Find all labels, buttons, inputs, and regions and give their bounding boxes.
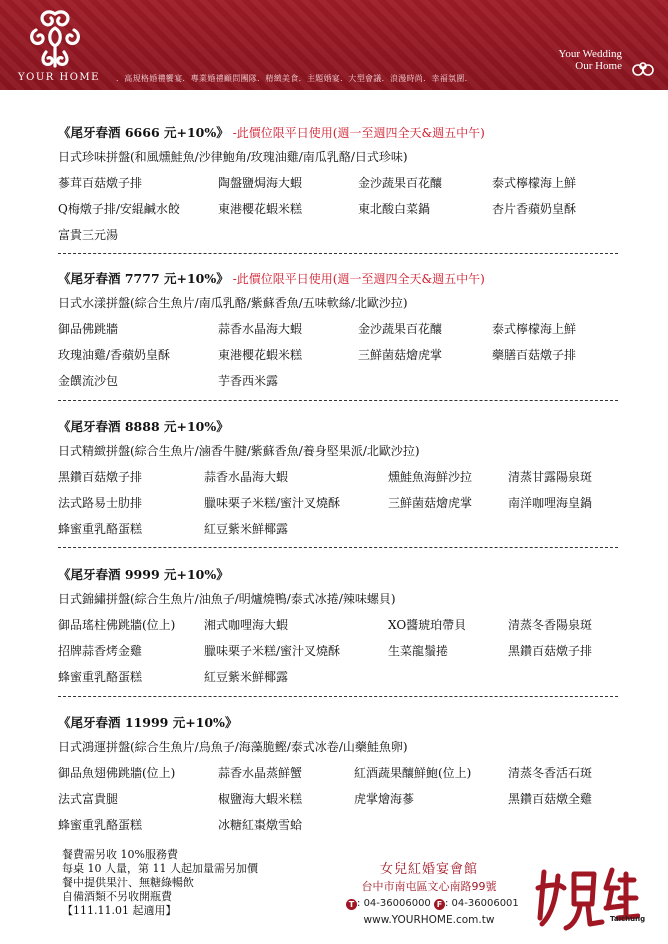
- dish-item: 生菜龍鬚捲: [388, 644, 449, 658]
- dish-item: 東北酸白菜鍋: [358, 202, 431, 216]
- dish-item: 清蒸甘露陽泉斑: [508, 470, 593, 484]
- dish-row: [58, 320, 618, 338]
- section-divider: [58, 696, 618, 697]
- dish-row: [58, 200, 618, 218]
- dish-item: 金沙蔬果百花釀: [358, 322, 443, 336]
- dish-item: 蒜香水晶海大蝦: [204, 470, 289, 484]
- dish-item: 法式富貴腿: [58, 792, 119, 806]
- dish-item: 泰式檸檬海上鮮: [492, 176, 577, 190]
- menu-title-text: 《尾牙春酒 8888 元+10%》: [58, 419, 229, 434]
- website-link[interactable]: www.YOURHOME.com.tw: [363, 914, 495, 926]
- wedding-slogan-line1: Your Wedding: [558, 48, 622, 60]
- appetizer-platter: 日式精緻拼盤(綜合生魚片/滷香牛腱/紫蘇香魚/養身堅果派/北歐沙拉): [58, 444, 420, 458]
- dish-item: Q梅燉子排/安緄鹹水餃: [58, 202, 180, 216]
- dish-item: 東港櫻花蝦米糕: [218, 202, 303, 216]
- dish-item: 泰式檸檬海上鮮: [492, 322, 577, 336]
- your-home-logo-icon: [30, 10, 80, 68]
- dish-item: 藥膳百菇燉子排: [492, 348, 577, 362]
- note-line: 自備酒類不另收開瓶費: [62, 890, 172, 903]
- venue-name: 女兒紅婚宴會館: [379, 862, 478, 877]
- menu-title-text: 《尾牙春酒 9999 元+10%》: [58, 567, 229, 582]
- dish-item: 蔘茸百菇燉子排: [58, 176, 143, 190]
- dish-item: 南洋咖哩海皇鍋: [508, 496, 593, 510]
- menu-11999: [58, 714, 618, 834]
- menu-title: [58, 124, 618, 142]
- dish-item: 清蒸冬香活石斑: [508, 766, 593, 780]
- dish-item: 招牌蒜香烤金雞: [58, 644, 143, 658]
- dish-item: 御品魚翅佛跳牆(位上): [58, 766, 176, 780]
- note-line: 餐費需另收 10%服務費: [62, 848, 178, 861]
- dish-item: 燻鮭魚海鮮沙拉: [388, 470, 473, 484]
- venue-phones: T : 04-36006000 F : 04-36006001: [346, 896, 512, 912]
- dish-row: [58, 174, 618, 192]
- dish-item: 蒜香水晶海大蝦: [218, 322, 303, 336]
- dish-item: 玫瑰油雞/香蘋奶皇酥: [58, 348, 171, 362]
- wedding-slogan-line2: Our Home: [575, 60, 622, 72]
- dish-item: XO醬琥珀帶貝: [388, 618, 467, 632]
- dish-item: 椒鹽海大蝦米糕: [218, 792, 303, 806]
- service-notes: [62, 848, 258, 918]
- dish-row: [58, 468, 618, 486]
- brand-subtitle: Taichung: [610, 915, 646, 923]
- dish-row: [58, 226, 618, 244]
- dish-item: 虎掌燴海蔘: [354, 792, 415, 806]
- section-divider: [58, 253, 618, 254]
- header-tagline: ．高規格婚禮饗宴．專業婚禮顧問團隊．精緻美食．主題婚宴．大型會議．浪漫時尚．幸福氛圍．: [116, 74, 473, 83]
- dish-item: 三鮮菌菇燴虎掌: [358, 348, 443, 362]
- dish-item: 臘味栗子米糕/蜜汁叉燒酥: [204, 644, 341, 658]
- dish-item: 御品佛跳牆: [58, 322, 119, 336]
- fax-number: 04-36006001: [451, 898, 519, 909]
- dish-row: [58, 346, 618, 364]
- note-line: 【111.11.01 起適用】: [62, 904, 177, 917]
- dish-item: 臘味栗子米糕/蜜汁叉燒酥: [204, 496, 341, 510]
- header-banner: [0, 0, 668, 90]
- menu-9999: [58, 566, 618, 686]
- phone-icon: T: [346, 899, 357, 910]
- dish-item: 杏片香蘋奶皇酥: [492, 202, 577, 216]
- menu-title: [58, 270, 618, 288]
- dish-row: [58, 616, 618, 634]
- dish-item: 紅豆紫米鮮椰露: [204, 522, 289, 536]
- dish-row: [58, 816, 618, 834]
- dish-item: 金饌流沙包: [58, 374, 119, 388]
- dish-item: 清蒸冬香陽泉斑: [508, 618, 593, 632]
- weekday-restriction-note: -此價位限平日使用(週一至週四全天&週五中午): [232, 126, 485, 140]
- menu-6666: [58, 124, 618, 244]
- logo-text: YOUR HOME: [18, 72, 100, 83]
- wedding-slogan: [559, 48, 623, 72]
- dish-item: 紅酒蔬果釀鮮鮑(位上): [354, 766, 472, 780]
- weekday-restriction-note: -此價位限平日使用(週一至週四全天&週五中午): [232, 272, 485, 286]
- venue-address: 台中市南屯區文心南路99號: [361, 880, 497, 893]
- dish-item: 紅豆紫米鮮椰露: [204, 670, 289, 684]
- dish-item: 蜂蜜重乳酪蛋糕: [58, 818, 143, 832]
- dish-item: 蜂蜜重乳酪蛋糕: [58, 522, 143, 536]
- menu-title-text: 《尾牙春酒 11999 元+10%》: [58, 715, 238, 730]
- brand-calligraphy-logo: [530, 858, 640, 938]
- dish-row: [58, 520, 618, 538]
- dish-item: 芋香西米露: [218, 374, 279, 388]
- section-divider: [58, 547, 618, 548]
- appetizer-platter: 日式珍味拼盤(和風燻鮭魚/沙律鮑角/玫瑰油雞/南瓜乳酪/日式珍味): [58, 150, 408, 164]
- fax-icon: F: [434, 899, 445, 910]
- dish-row: [58, 642, 618, 660]
- swirl-ornament-icon: [630, 60, 656, 80]
- note-line: 每桌 10 人量，第 11 人起加量需另加價: [62, 862, 258, 875]
- dish-item: 法式路易士肋排: [58, 496, 143, 510]
- menu-title: [58, 566, 618, 584]
- dish-item: 蒜香水晶蒸鮮蟹: [218, 766, 303, 780]
- dish-item: 冰糖紅棗燉雪蛤: [218, 818, 303, 832]
- appetizer-platter: 日式錦繡拼盤(綜合生魚片/油魚子/明爐燒鴨/泰式冰捲/辣味螺貝): [58, 592, 396, 606]
- dish-item: 御品瑤柱佛跳牆(位上): [58, 618, 176, 632]
- dish-item: 黑鑽百菇燉子排: [508, 644, 593, 658]
- dish-item: 金沙蔬果百花釀: [358, 176, 443, 190]
- menu-7777: [58, 270, 618, 390]
- dish-item: 富貴三元湯: [58, 228, 119, 242]
- dish-item: 陶盤鹽焗海大蝦: [218, 176, 303, 190]
- dish-item: 三鮮菌菇燴虎掌: [388, 496, 473, 510]
- dish-row: [58, 494, 618, 512]
- dish-row: [58, 372, 618, 390]
- menu-title: [58, 714, 618, 732]
- dish-item: 蜂蜜重乳酪蛋糕: [58, 670, 143, 684]
- menu-8888: [58, 418, 618, 538]
- venue-info: [346, 862, 519, 927]
- menu-title-text: 《尾牙春酒 6666 元+10%》: [58, 125, 229, 140]
- appetizer-platter: 日式鴻運拼盤(綜合生魚片/烏魚子/海藻脆鰹/泰式冰卷/山藥鮭魚卵): [58, 740, 408, 754]
- dish-row: [58, 668, 618, 686]
- section-divider: [58, 400, 618, 401]
- dish-item: 湘式咖哩海大蝦: [204, 618, 289, 632]
- dish-item: 黑鑽百菇燉子排: [58, 470, 143, 484]
- menu-title-text: 《尾牙春酒 7777 元+10%》: [58, 271, 229, 286]
- dish-row: [58, 790, 618, 808]
- dish-row: [58, 764, 618, 782]
- note-line: 餐中提供果汁、無糖綠暢飲: [62, 876, 194, 889]
- appetizer-platter: 日式水漾拼盤(綜合生魚片/南瓜乳酪/紫蘇香魚/五味軟絲/北歐沙拉): [58, 296, 408, 310]
- dish-item: 黑鑽百菇燉全雞: [508, 792, 593, 806]
- dish-item: 東港櫻花蝦米糕: [218, 348, 303, 362]
- phone-number: 04-36006000: [363, 898, 431, 909]
- menu-title: [58, 418, 618, 436]
